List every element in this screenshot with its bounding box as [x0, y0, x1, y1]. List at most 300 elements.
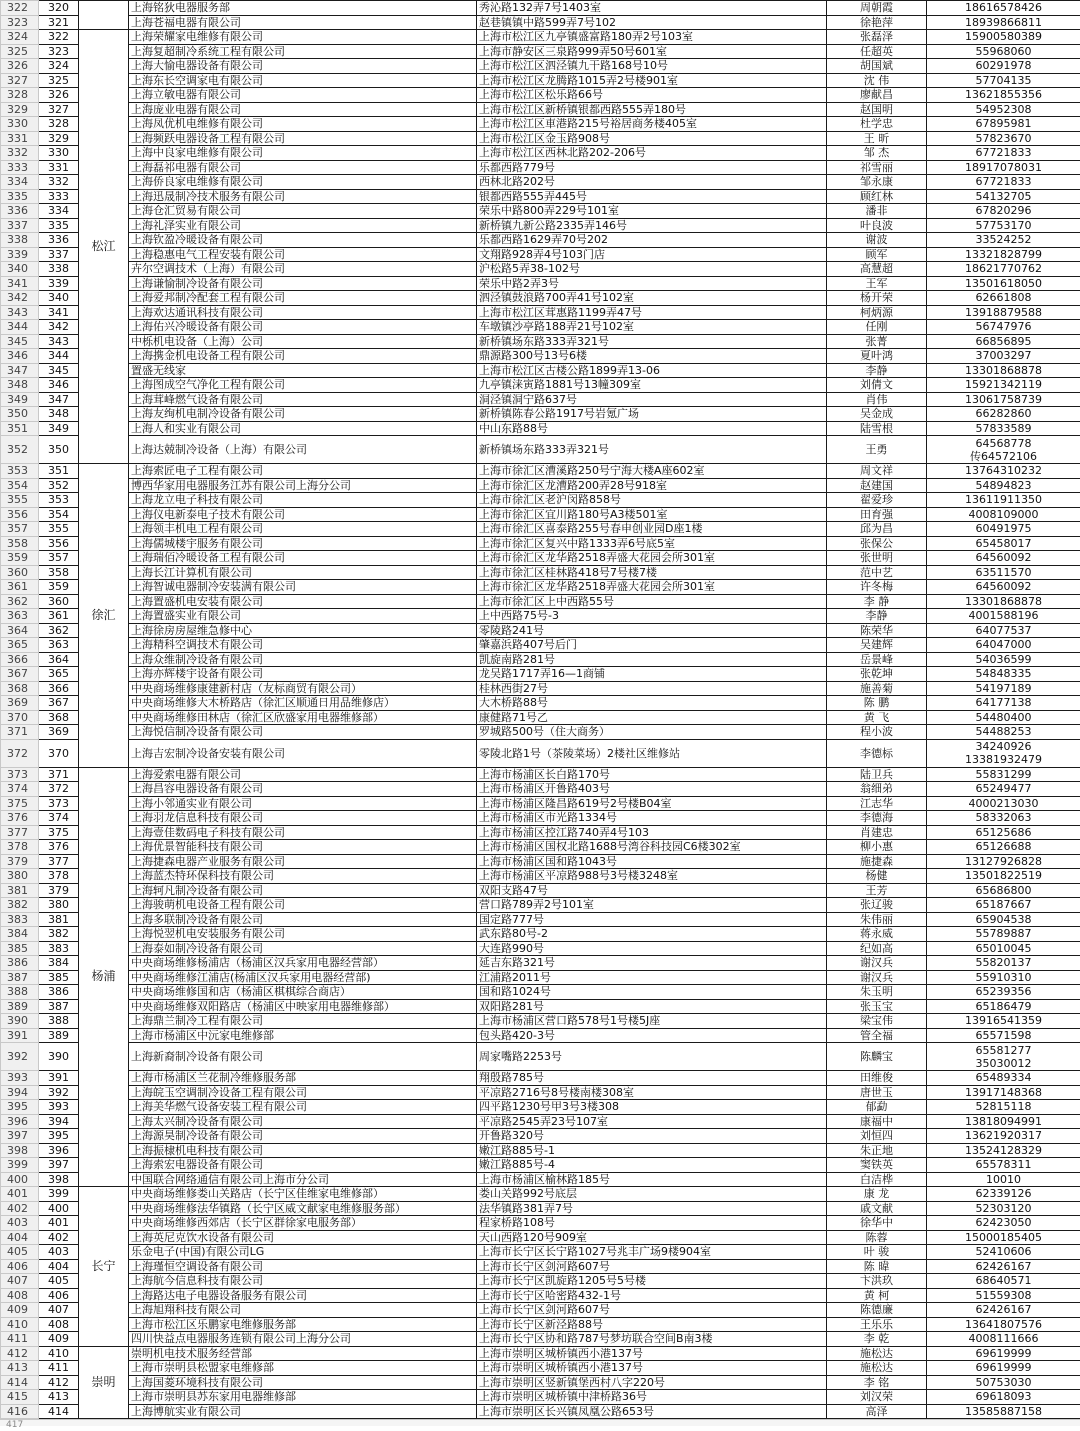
row-header[interactable]: 390: [1, 1014, 39, 1029]
company-name-cell[interactable]: 上海中良家电维修有限公司: [129, 146, 477, 161]
address-cell[interactable]: 上海市长宁区凯旋路1205号5号楼: [477, 1274, 827, 1289]
row-header[interactable]: 374: [1, 782, 39, 797]
address-cell[interactable]: 车墩镇沙亭路188弄21号102室: [477, 320, 827, 335]
phone-cell[interactable]: [927, 999, 1080, 1014]
contact-person-cell[interactable]: 郁勐: [827, 1100, 927, 1115]
phone-cell[interactable]: [927, 73, 1080, 88]
phone-cell[interactable]: [927, 565, 1080, 580]
company-name-cell[interactable]: 上海博航实业有限公司: [129, 1404, 477, 1419]
serial-number-cell[interactable]: 400: [39, 1201, 79, 1216]
district-cell[interactable]: 长宁: [79, 1187, 129, 1347]
serial-number-cell[interactable]: 360: [39, 594, 79, 609]
row-header[interactable]: 333: [1, 160, 39, 175]
address-cell[interactable]: 武东路80号-2: [477, 927, 827, 942]
contact-person-cell[interactable]: 张世明: [827, 551, 927, 566]
row-header[interactable]: 392: [1, 1043, 39, 1071]
phone-cell[interactable]: [927, 146, 1080, 161]
address-cell[interactable]: 上海市杨浦区控江路740弄4号103: [477, 825, 827, 840]
address-cell[interactable]: 上海市松江区車港路215号裕居商务楼405室: [477, 117, 827, 132]
address-cell[interactable]: 平凉路2716号8号楼南楼308室: [477, 1085, 827, 1100]
phone-cell[interactable]: [927, 1346, 1080, 1361]
phone-cell[interactable]: [927, 262, 1080, 277]
company-name-cell[interactable]: 上海昌容电器设备有限公司: [129, 782, 477, 797]
serial-number-cell[interactable]: 363: [39, 638, 79, 653]
serial-number-cell[interactable]: 393: [39, 1100, 79, 1115]
row-header[interactable]: 342: [1, 291, 39, 306]
row-header[interactable]: 364: [1, 623, 39, 638]
phone-cell[interactable]: [927, 493, 1080, 508]
serial-number-cell[interactable]: 328: [39, 117, 79, 132]
address-cell[interactable]: 上海市崇明区竖新镇堡西村八字220号: [477, 1375, 827, 1390]
row-header[interactable]: 377: [1, 825, 39, 840]
serial-number-cell[interactable]: 405: [39, 1274, 79, 1289]
row-header[interactable]: 325: [1, 44, 39, 59]
contact-person-cell[interactable]: 黄 柯: [827, 1288, 927, 1303]
company-name-cell[interactable]: 上海仓汇贸易有限公司: [129, 204, 477, 219]
row-header[interactable]: 393: [1, 1071, 39, 1086]
address-cell[interactable]: 国和路1024号: [477, 985, 827, 1000]
contact-person-cell[interactable]: 任超英: [827, 44, 927, 59]
row-header[interactable]: 362: [1, 594, 39, 609]
row-header[interactable]: 380: [1, 869, 39, 884]
contact-person-cell[interactable]: 邹 杰: [827, 146, 927, 161]
row-header[interactable]: 375: [1, 796, 39, 811]
contact-person-cell[interactable]: 李 静: [827, 594, 927, 609]
serial-number-cell[interactable]: 341: [39, 305, 79, 320]
contact-person-cell[interactable]: 徐艳萍: [827, 15, 927, 30]
contact-person-cell[interactable]: 陆雪根: [827, 421, 927, 436]
phone-cell[interactable]: [927, 1014, 1080, 1029]
contact-person-cell[interactable]: 任刚: [827, 320, 927, 335]
serial-number-cell[interactable]: 342: [39, 320, 79, 335]
address-cell[interactable]: 上海市徐汇区宜川路180号A3楼501室: [477, 507, 827, 522]
phone-cell[interactable]: [927, 305, 1080, 320]
serial-number-cell[interactable]: 354: [39, 507, 79, 522]
serial-number-cell[interactable]: 406: [39, 1288, 79, 1303]
phone-cell[interactable]: [927, 1317, 1080, 1332]
address-cell[interactable]: 上海市长宁区新泾路88号: [477, 1317, 827, 1332]
contact-person-cell[interactable]: 沈 伟: [827, 73, 927, 88]
phone-cell[interactable]: [927, 725, 1080, 740]
contact-person-cell[interactable]: 赵建国: [827, 478, 927, 493]
contact-person-cell[interactable]: 管全福: [827, 1028, 927, 1043]
phone-cell[interactable]: [927, 131, 1080, 146]
contact-person-cell[interactable]: 程小波: [827, 725, 927, 740]
contact-person-cell[interactable]: 戚文献: [827, 1201, 927, 1216]
row-header[interactable]: 371: [1, 725, 39, 740]
phone-cell[interactable]: [927, 363, 1080, 378]
row-header[interactable]: 399: [1, 1158, 39, 1173]
serial-number-cell[interactable]: 362: [39, 623, 79, 638]
phone-cell[interactable]: [927, 320, 1080, 335]
company-name-cell[interactable]: 上海旭翔科技有限公司: [129, 1303, 477, 1318]
address-cell[interactable]: 延吉东路321号: [477, 956, 827, 971]
address-cell[interactable]: 上海市崇明区城桥镇西小港137号: [477, 1361, 827, 1376]
row-header[interactable]: 414: [1, 1375, 39, 1390]
address-cell[interactable]: 嫩江路885号-1: [477, 1143, 827, 1158]
phone-cell[interactable]: [927, 1303, 1080, 1318]
contact-person-cell[interactable]: 施捷森: [827, 854, 927, 869]
address-cell[interactable]: 上海市长宁区剑河路607号: [477, 1259, 827, 1274]
row-header[interactable]: 396: [1, 1114, 39, 1129]
address-cell[interactable]: 上海市杨浦区榆林路185号: [477, 1172, 827, 1187]
address-cell[interactable]: 肇嘉浜路407号后门: [477, 638, 827, 653]
company-name-cell[interactable]: 上海达兢制冷设备（上海）有限公司: [129, 436, 477, 464]
row-header[interactable]: 358: [1, 536, 39, 551]
row-header[interactable]: 346: [1, 349, 39, 364]
phone-cell[interactable]: [927, 681, 1080, 696]
company-name-cell[interactable]: 上海英尼克饮水设备有限公司: [129, 1230, 477, 1245]
contact-person-cell[interactable]: 卞洪玖: [827, 1274, 927, 1289]
address-cell[interactable]: 康健路71号乙: [477, 710, 827, 725]
row-header[interactable]: 412: [1, 1346, 39, 1361]
row-header[interactable]: 369: [1, 696, 39, 711]
serial-number-cell[interactable]: 370: [39, 739, 79, 767]
company-name-cell[interactable]: 上海皖玉空调制冷设备工程有限公司: [129, 1085, 477, 1100]
company-name-cell[interactable]: 上海欢达通讯科技有限公司: [129, 305, 477, 320]
company-name-cell[interactable]: 中央商场维修西郊店（长宁区群徐家电服务部）: [129, 1216, 477, 1231]
phone-cell[interactable]: [927, 840, 1080, 855]
address-cell[interactable]: 新桥镇场东路333弄321号: [477, 436, 827, 464]
company-name-cell[interactable]: 中央商场维修双阳路店（杨浦区中映家用电器维修部）: [129, 999, 477, 1014]
contact-person-cell[interactable]: 李静: [827, 609, 927, 624]
contact-person-cell[interactable]: 谢波: [827, 233, 927, 248]
phone-cell[interactable]: [927, 1361, 1080, 1376]
row-header[interactable]: 382: [1, 898, 39, 913]
serial-number-cell[interactable]: 320: [39, 1, 79, 16]
company-name-cell[interactable]: 四川快益点电器服务连锁有限公司上海分公司: [129, 1332, 477, 1347]
contact-person-cell[interactable]: 杨开荣: [827, 291, 927, 306]
serial-number-cell[interactable]: 357: [39, 551, 79, 566]
address-cell[interactable]: 新桥镇陈春公路1917号岩氪广场: [477, 407, 827, 422]
contact-person-cell[interactable]: 朱玉明: [827, 985, 927, 1000]
contact-person-cell[interactable]: 胡国斌: [827, 59, 927, 74]
serial-number-cell[interactable]: 325: [39, 73, 79, 88]
serial-number-cell[interactable]: 358: [39, 565, 79, 580]
serial-number-cell[interactable]: 334: [39, 204, 79, 219]
address-cell[interactable]: 乐都西路1629弄70号202: [477, 233, 827, 248]
serial-number-cell[interactable]: 340: [39, 291, 79, 306]
row-header[interactable]: 385: [1, 941, 39, 956]
company-name-cell[interactable]: 上海吉宏制冷设备安装有限公司: [129, 739, 477, 767]
row-header[interactable]: 349: [1, 392, 39, 407]
address-cell[interactable]: 上海市崇明区长兴镇凤凰公路653号: [477, 1404, 827, 1419]
serial-number-cell[interactable]: 331: [39, 160, 79, 175]
serial-number-cell[interactable]: 407: [39, 1303, 79, 1318]
contact-person-cell[interactable]: 黄 飞: [827, 710, 927, 725]
contact-person-cell[interactable]: 李德标: [827, 739, 927, 767]
row-header[interactable]: 401: [1, 1187, 39, 1202]
company-name-cell[interactable]: 上海市崇明县苏东家用电器维修部: [129, 1390, 477, 1405]
company-name-cell[interactable]: 上海众维制冷设备有限公司: [129, 652, 477, 667]
contact-person-cell[interactable]: 刘恒四: [827, 1129, 927, 1144]
address-cell[interactable]: 上海市松江区泗泾镇九干路168号10号: [477, 59, 827, 74]
row-header[interactable]: 407: [1, 1274, 39, 1289]
phone-cell[interactable]: [927, 782, 1080, 797]
serial-number-cell[interactable]: 349: [39, 421, 79, 436]
phone-cell[interactable]: [927, 88, 1080, 103]
company-name-cell[interactable]: 中央商场维修杨浦店（杨浦区汉兵家用电器经营部）: [129, 956, 477, 971]
row-header[interactable]: 383: [1, 912, 39, 927]
company-name-cell[interactable]: 中央商场维修田林店（徐汇区欣盛家用电器维修部）: [129, 710, 477, 725]
phone-cell[interactable]: [927, 869, 1080, 884]
phone-cell[interactable]: [927, 507, 1080, 522]
serial-number-cell[interactable]: 321: [39, 15, 79, 30]
company-name-cell[interactable]: 上海振棣机电科技有限公司: [129, 1143, 477, 1158]
phone-cell[interactable]: [927, 1288, 1080, 1303]
address-cell[interactable]: 上海市杨浦区长白路170号: [477, 767, 827, 782]
contact-person-cell[interactable]: 周朝霞: [827, 1, 927, 16]
serial-number-cell[interactable]: 394: [39, 1114, 79, 1129]
address-cell[interactable]: 上海市长宁区协和路787号梦坊联合空间B南3楼: [477, 1332, 827, 1347]
contact-person-cell[interactable]: 祁雪丽: [827, 160, 927, 175]
company-name-cell[interactable]: 上海瑞佰冷暖设备工程有限公司: [129, 551, 477, 566]
company-name-cell[interactable]: 上海鼎兰制冷工程有限公司: [129, 1014, 477, 1029]
company-name-cell[interactable]: 上海携金机电设备工程有限公司: [129, 349, 477, 364]
address-cell[interactable]: 罗城路500号（住大商务）: [477, 725, 827, 740]
serial-number-cell[interactable]: 390: [39, 1043, 79, 1071]
contact-person-cell[interactable]: 张磊泽: [827, 30, 927, 45]
phone-cell[interactable]: [927, 594, 1080, 609]
serial-number-cell[interactable]: 397: [39, 1158, 79, 1173]
phone-cell[interactable]: [927, 233, 1080, 248]
serial-number-cell[interactable]: 352: [39, 478, 79, 493]
address-cell[interactable]: 上海市杨浦区营口路578号1号楼5J座: [477, 1014, 827, 1029]
address-cell[interactable]: 龙吴路1717弄16—1商铺: [477, 667, 827, 682]
address-cell[interactable]: 上海市杨浦区开鲁路403号: [477, 782, 827, 797]
company-name-cell[interactable]: 上海频跃电器设备工程有限公司: [129, 131, 477, 146]
phone-cell[interactable]: [927, 710, 1080, 725]
row-header[interactable]: 334: [1, 175, 39, 190]
contact-person-cell[interactable]: 邱为昌: [827, 522, 927, 537]
serial-number-cell[interactable]: 411: [39, 1361, 79, 1376]
contact-person-cell[interactable]: 刘汉荣: [827, 1390, 927, 1405]
serial-number-cell[interactable]: 366: [39, 681, 79, 696]
row-header[interactable]: 372: [1, 739, 39, 767]
contact-person-cell[interactable]: 陈蓉: [827, 1230, 927, 1245]
company-name-cell[interactable]: 置盛无线家: [129, 363, 477, 378]
address-cell[interactable]: 上海市长宁区哈密路432-1号: [477, 1288, 827, 1303]
phone-cell[interactable]: [927, 1332, 1080, 1347]
phone-cell[interactable]: [927, 609, 1080, 624]
district-cell[interactable]: 徐汇: [79, 464, 129, 768]
address-cell[interactable]: 上海市松江区古楼公路1899弄13-06: [477, 363, 827, 378]
address-cell[interactable]: 沪松路5弄38-102号: [477, 262, 827, 277]
contact-person-cell[interactable]: 顾红林: [827, 189, 927, 204]
contact-person-cell[interactable]: 施善菊: [827, 681, 927, 696]
contact-person-cell[interactable]: 梁宝伟: [827, 1014, 927, 1029]
contact-person-cell[interactable]: 岳景峰: [827, 652, 927, 667]
company-name-cell[interactable]: 上海凤优机电维修有限公司: [129, 117, 477, 132]
phone-cell[interactable]: [927, 1216, 1080, 1231]
row-header[interactable]: 344: [1, 320, 39, 335]
row-header[interactable]: 323: [1, 15, 39, 30]
company-name-cell[interactable]: 上海长江计算机有限公司: [129, 565, 477, 580]
serial-number-cell[interactable]: 402: [39, 1230, 79, 1245]
phone-cell[interactable]: [927, 1245, 1080, 1260]
phone-cell[interactable]: [927, 696, 1080, 711]
row-header[interactable]: 326: [1, 59, 39, 74]
contact-person-cell[interactable]: 唐世玉: [827, 1085, 927, 1100]
row-header[interactable]: 348: [1, 378, 39, 393]
row-header[interactable]: 363: [1, 609, 39, 624]
serial-number-cell[interactable]: 387: [39, 999, 79, 1014]
contact-person-cell[interactable]: 王军: [827, 276, 927, 291]
address-cell[interactable]: 泗泾镇鼓浪路700弄41号102室: [477, 291, 827, 306]
contact-person-cell[interactable]: 吴金成: [827, 407, 927, 422]
phone-cell[interactable]: [927, 378, 1080, 393]
contact-person-cell[interactable]: 翟爱珍: [827, 493, 927, 508]
contact-person-cell[interactable]: 陈麟宝: [827, 1043, 927, 1071]
address-cell[interactable]: 文翔路928弄4号103门店: [477, 247, 827, 262]
phone-cell[interactable]: [927, 291, 1080, 306]
serial-number-cell[interactable]: 385: [39, 970, 79, 985]
company-name-cell[interactable]: 中央商场维修康建新村店（友标商贸有限公司）: [129, 681, 477, 696]
company-name-cell[interactable]: 上海市杨浦区兰花制冷维修服务部: [129, 1071, 477, 1086]
phone-cell[interactable]: [927, 1129, 1080, 1144]
company-name-cell[interactable]: 上海索匠电子工程有限公司: [129, 464, 477, 479]
row-header[interactable]: 378: [1, 840, 39, 855]
contact-person-cell[interactable]: 张菁: [827, 334, 927, 349]
serial-number-cell[interactable]: 412: [39, 1375, 79, 1390]
serial-number-cell[interactable]: 391: [39, 1071, 79, 1086]
serial-number-cell[interactable]: 368: [39, 710, 79, 725]
contact-person-cell[interactable]: 张玉宝: [827, 999, 927, 1014]
company-name-cell[interactable]: 上海大愉电器设备有限公司: [129, 59, 477, 74]
phone-cell[interactable]: [927, 623, 1080, 638]
address-cell[interactable]: 乐都西路779号: [477, 160, 827, 175]
phone-cell[interactable]: [927, 1274, 1080, 1289]
contact-person-cell[interactable]: 赵国明: [827, 102, 927, 117]
serial-number-cell[interactable]: 339: [39, 276, 79, 291]
serial-number-cell[interactable]: 392: [39, 1085, 79, 1100]
contact-person-cell[interactable]: 朱正地: [827, 1143, 927, 1158]
address-cell[interactable]: 上海市徐汇区龙漕路200弄28号918室: [477, 478, 827, 493]
contact-person-cell[interactable]: 潘非: [827, 204, 927, 219]
address-cell[interactable]: 上海市松江区龙腾路1015弄2号楼901室: [477, 73, 827, 88]
company-name-cell[interactable]: 上海迅晟制冷技术服务有限公司: [129, 189, 477, 204]
company-name-cell[interactable]: 上海悦信制冷设备有限公司: [129, 725, 477, 740]
row-header[interactable]: 376: [1, 811, 39, 826]
address-cell[interactable]: 上海市松江区九亭镇盛富路180弄2号103室: [477, 30, 827, 45]
address-cell[interactable]: 洞泾镇洞宁路637号: [477, 392, 827, 407]
phone-cell[interactable]: [927, 970, 1080, 985]
company-name-cell[interactable]: 上海庞业电器有限公司: [129, 102, 477, 117]
serial-number-cell[interactable]: 365: [39, 667, 79, 682]
phone-cell[interactable]: [927, 1071, 1080, 1086]
contact-person-cell[interactable]: 夏叶鸿: [827, 349, 927, 364]
row-header[interactable]: 332: [1, 146, 39, 161]
row-header[interactable]: 403: [1, 1216, 39, 1231]
serial-number-cell[interactable]: 414: [39, 1404, 79, 1419]
phone-cell[interactable]: [927, 898, 1080, 913]
serial-number-cell[interactable]: 372: [39, 782, 79, 797]
contact-person-cell[interactable]: 吴建辉: [827, 638, 927, 653]
address-cell[interactable]: 包头路420-3号: [477, 1028, 827, 1043]
contact-person-cell[interactable]: 刘倩文: [827, 378, 927, 393]
company-name-cell[interactable]: 上海置盛实业有限公司: [129, 609, 477, 624]
contact-person-cell[interactable]: 朱伟丽: [827, 912, 927, 927]
address-cell[interactable]: 平凉路2545弄23号107室: [477, 1114, 827, 1129]
serial-number-cell[interactable]: 374: [39, 811, 79, 826]
phone-cell[interactable]: [927, 59, 1080, 74]
company-name-cell[interactable]: 乐金电子(中国)有限公司LG: [129, 1245, 477, 1260]
company-name-cell[interactable]: 上海亦辉楼宇设备有限公司: [129, 667, 477, 682]
row-header[interactable]: 328: [1, 88, 39, 103]
row-header[interactable]: 405: [1, 1245, 39, 1260]
address-cell[interactable]: 上海市徐汇区喜泰路255号春申创业园D座1楼: [477, 522, 827, 537]
row-header[interactable]: 410: [1, 1317, 39, 1332]
address-cell[interactable]: 翔殷路785号: [477, 1071, 827, 1086]
company-name-cell[interactable]: 上海路达电子电器设备服务有限公司: [129, 1288, 477, 1303]
address-cell[interactable]: 上海市徐汇区上中西路55号: [477, 594, 827, 609]
address-cell[interactable]: 双阳支路47号: [477, 883, 827, 898]
row-header[interactable]: 411: [1, 1332, 39, 1347]
address-cell[interactable]: 九亭镇涞寅路1881号13幢309室: [477, 378, 827, 393]
company-name-cell[interactable]: 上海东长空调家电有限公司: [129, 73, 477, 88]
address-cell[interactable]: 零陵北路1号（茶陵菜场）2楼社区维修站: [477, 739, 827, 767]
company-name-cell[interactable]: 上海钦盈冷暖设备有限公司: [129, 233, 477, 248]
row-header[interactable]: 324: [1, 30, 39, 45]
phone-cell[interactable]: [927, 349, 1080, 364]
row-header[interactable]: 379: [1, 854, 39, 869]
company-name-cell[interactable]: 中国联合网络通信有限公司上海市分公司: [129, 1172, 477, 1187]
phone-cell[interactable]: [927, 825, 1080, 840]
district-cell[interactable]: 杨浦: [79, 767, 129, 1187]
serial-number-cell[interactable]: 338: [39, 262, 79, 277]
contact-person-cell[interactable]: 杨健: [827, 869, 927, 884]
company-name-cell[interactable]: 上海荣耀家电维修有限公司: [129, 30, 477, 45]
serial-number-cell[interactable]: 379: [39, 883, 79, 898]
company-name-cell[interactable]: 上海市崇明县松盟家电维修部: [129, 1361, 477, 1376]
row-header[interactable]: 395: [1, 1100, 39, 1115]
serial-number-cell[interactable]: 399: [39, 1187, 79, 1202]
company-name-cell[interactable]: 上海源昊制冷设备有限公司: [129, 1129, 477, 1144]
address-cell[interactable]: 凯旋南路281号: [477, 652, 827, 667]
row-header[interactable]: 330: [1, 117, 39, 132]
phone-cell[interactable]: [927, 522, 1080, 537]
row-header[interactable]: 388: [1, 985, 39, 1000]
phone-cell[interactable]: [927, 421, 1080, 436]
phone-cell[interactable]: [927, 536, 1080, 551]
serial-number-cell[interactable]: 343: [39, 334, 79, 349]
company-name-cell[interactable]: 上海爱索电器有限公司: [129, 767, 477, 782]
row-header[interactable]: 391: [1, 1028, 39, 1043]
address-cell[interactable]: 周家嘴路2253号: [477, 1043, 827, 1071]
contact-person-cell[interactable]: 顾军: [827, 247, 927, 262]
phone-cell[interactable]: [927, 407, 1080, 422]
serial-number-cell[interactable]: 346: [39, 378, 79, 393]
phone-cell[interactable]: [927, 854, 1080, 869]
row-header[interactable]: 350: [1, 407, 39, 422]
phone-cell[interactable]: [927, 767, 1080, 782]
row-header[interactable]: 408: [1, 1288, 39, 1303]
contact-person-cell[interactable]: 李 铭: [827, 1375, 927, 1390]
phone-cell[interactable]: [927, 334, 1080, 349]
row-header[interactable]: 345: [1, 334, 39, 349]
phone-cell[interactable]: [927, 204, 1080, 219]
serial-number-cell[interactable]: 348: [39, 407, 79, 422]
phone-cell[interactable]: [927, 796, 1080, 811]
address-cell[interactable]: 上海市杨浦区国权北路1688号湾谷科技园C6楼302室: [477, 840, 827, 855]
address-cell[interactable]: 上海市松江区西林北路202-206号: [477, 146, 827, 161]
row-header[interactable]: 398: [1, 1143, 39, 1158]
address-cell[interactable]: 上海市杨浦区市光路1334号: [477, 811, 827, 826]
phone-cell[interactable]: [927, 1043, 1080, 1071]
phone-cell[interactable]: [927, 927, 1080, 942]
company-name-cell[interactable]: 上海羽龙信息科技有限公司: [129, 811, 477, 826]
contact-person-cell[interactable]: 施松达: [827, 1346, 927, 1361]
